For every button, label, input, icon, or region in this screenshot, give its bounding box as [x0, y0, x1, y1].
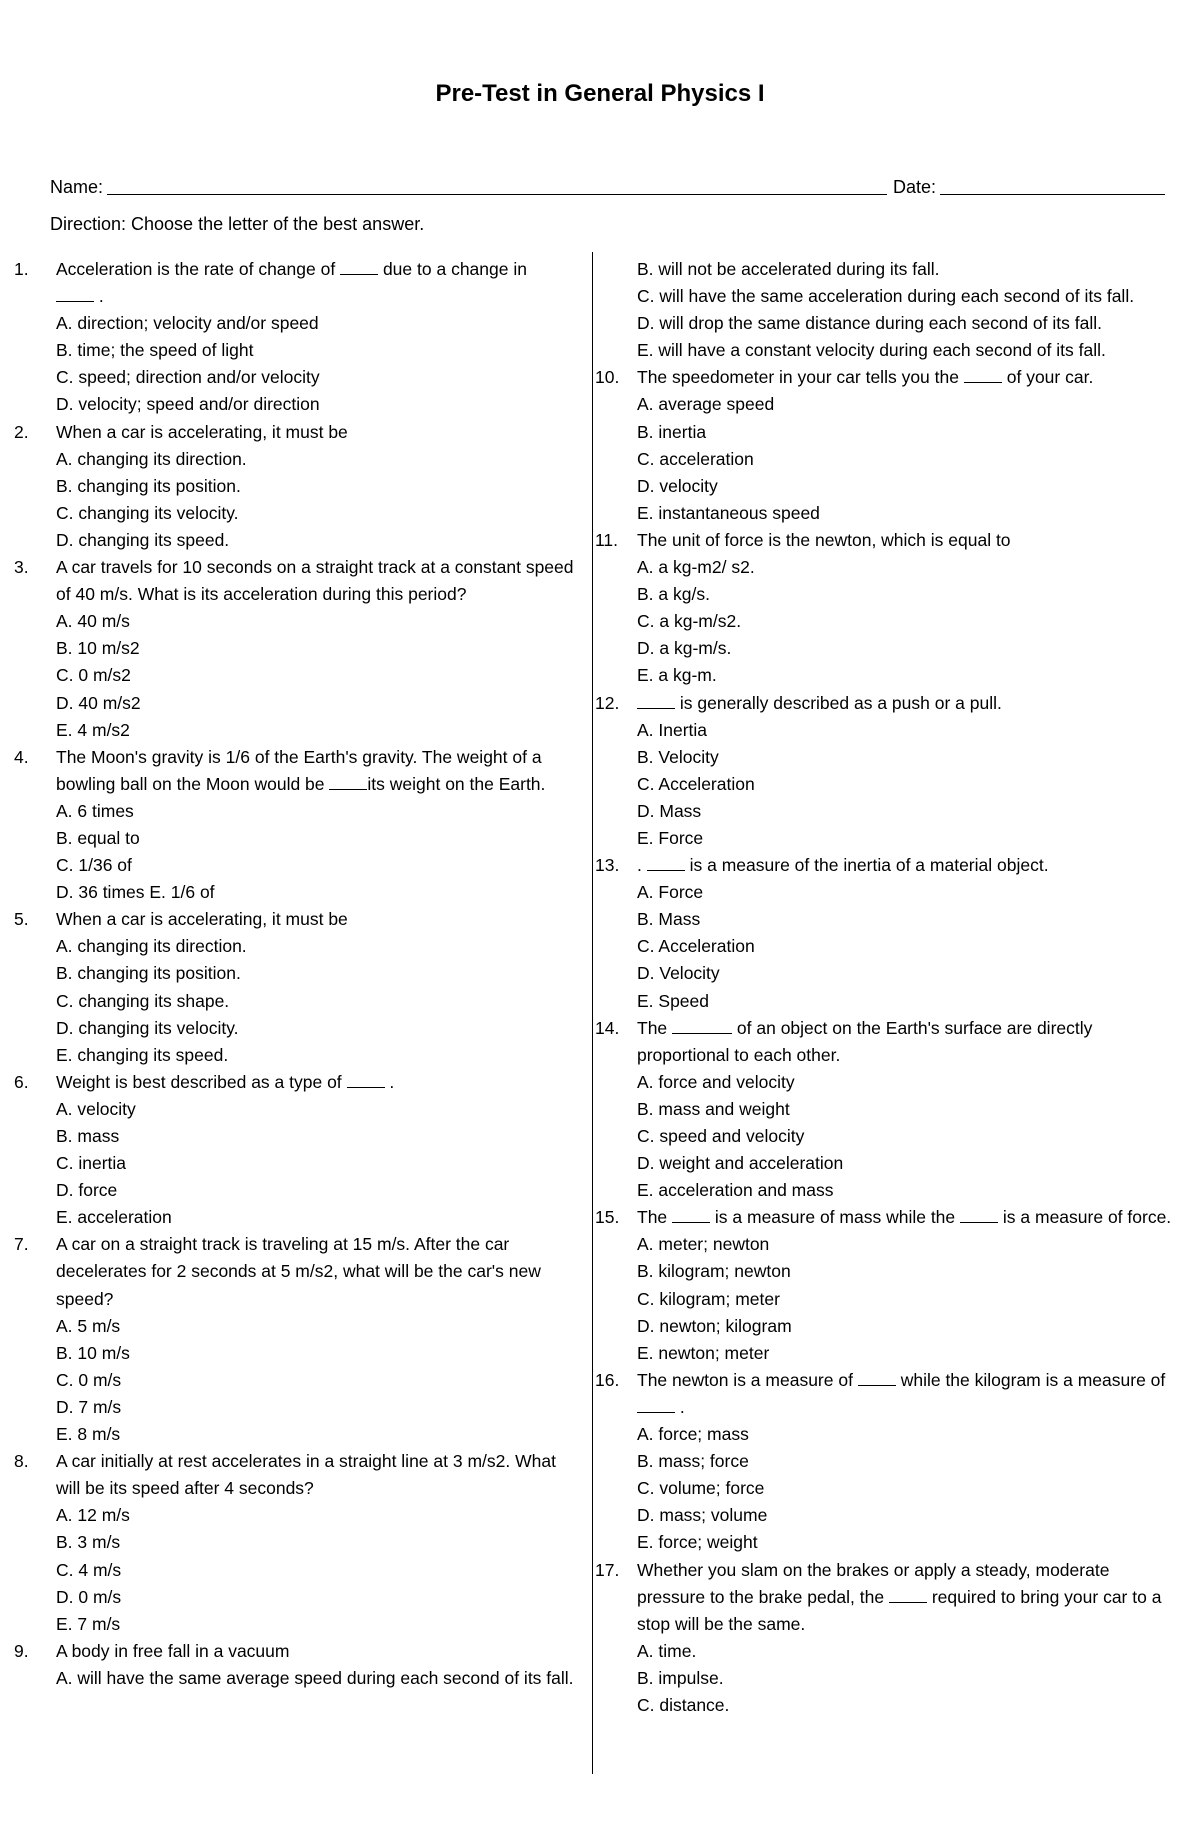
question-text: When a car is accelerating, it must be: [56, 421, 348, 442]
option: A. meter; newton: [637, 1234, 770, 1255]
question-8: [14, 1448, 584, 1502]
answer-blank: [647, 853, 685, 871]
question-number: 2.: [14, 421, 29, 442]
date-field[interactable]: [940, 176, 1165, 195]
question-13: [595, 852, 1175, 879]
option: B. Mass: [637, 909, 701, 930]
option: A. 5 m/s: [56, 1315, 121, 1336]
question-7: [14, 1231, 584, 1312]
option: A. time.: [637, 1640, 697, 1661]
option: C. will have the same acceleration during each second of its fall.: [637, 286, 1135, 307]
option: D. mass; volume: [637, 1505, 768, 1526]
option: B. mass: [56, 1126, 120, 1146]
question-number: 14.: [595, 1017, 620, 1038]
question-text: When a car is accelerating, it must be: [56, 909, 348, 930]
option: E. Force: [637, 827, 704, 848]
question-number: 5.: [14, 909, 29, 930]
option: A. 6 times: [56, 800, 134, 821]
question-17: [595, 1557, 1175, 1638]
option: A. force and velocity: [637, 1071, 795, 1092]
question-number: 16.: [595, 1369, 620, 1390]
question-number: 8.: [14, 1451, 29, 1472]
option: B. a kg/s.: [637, 584, 710, 605]
option: B. equal to: [56, 827, 140, 848]
question-4: [14, 744, 584, 798]
option: A. changing its direction.: [56, 936, 247, 957]
question-text: A body in free fall in a vacuum: [56, 1640, 290, 1661]
answer-blank: [858, 1368, 896, 1386]
question-number: 9.: [14, 1640, 29, 1661]
option: A. changing its direction.: [56, 448, 247, 469]
option: A. will have the same average speed during each second of its fall.: [56, 1667, 574, 1688]
question-number: 11.: [595, 529, 619, 550]
option: C. speed and velocity: [637, 1126, 805, 1146]
option: B. inertia: [637, 421, 707, 442]
option: E. changing its speed.: [56, 1044, 229, 1065]
question-text: Acceleration is the rate of change of due to a change in .: [56, 259, 527, 307]
question-text: A car travels for 10 seconds on a straight track at a constant speed of 40 m/s. What is its acceleration during this period?: [56, 557, 574, 605]
question-6: [14, 1069, 584, 1096]
option: D. Velocity: [637, 963, 720, 984]
answer-blank: [340, 257, 378, 275]
question-text: is generally described as a push or a pull.: [637, 690, 1175, 717]
option: D. a kg-m/s.: [637, 638, 732, 659]
question-number: 15.: [595, 1207, 620, 1228]
answer-blank: [960, 1205, 998, 1223]
question-3: [14, 554, 584, 608]
question-text: A car on a straight track is traveling at 15 m/s. After the car decelerates for 2 seconds at 5 m/s2, what will be the car's new speed?: [56, 1234, 541, 1309]
option: A. force; mass: [637, 1424, 749, 1445]
answer-blank: [964, 365, 1002, 383]
question-text: Whether you slam on the brakes or apply a steady, moderate pressure to the brake pedal, the required to bring your car to a stop will be the same.: [637, 1559, 1162, 1634]
name-label: Name:: [50, 177, 104, 197]
option: B. changing its position.: [56, 963, 241, 984]
option: A. Inertia: [637, 719, 708, 740]
question-number: 10.: [595, 367, 620, 388]
option: B. will not be accelerated during its fall.: [637, 259, 940, 279]
option: C. 1/36 of: [56, 855, 132, 876]
option: D. will drop the same distance during each second of its fall.: [637, 313, 1102, 334]
option: B. time; the speed of light: [56, 340, 254, 361]
option: E. 8 m/s: [56, 1424, 121, 1445]
question-text: Weight is best described as a type of .: [56, 1071, 395, 1092]
left-column: [14, 256, 584, 1692]
option: E. 7 m/s: [56, 1613, 121, 1634]
question-14: [595, 1015, 1175, 1069]
option: E. will have a constant velocity during each second of its fall.: [637, 340, 1106, 361]
option: D. velocity; speed and/or direction: [56, 394, 320, 415]
answer-blank: [329, 772, 367, 790]
option: C. 0 m/s: [56, 1369, 122, 1390]
option: C. 4 m/s: [56, 1559, 122, 1580]
option: A. Force: [637, 882, 704, 903]
question-text: The unit of force is the newton, which is equal to: [637, 529, 1011, 550]
option: A. 12 m/s: [56, 1505, 130, 1526]
answer-blank: [889, 1585, 927, 1603]
option: E. Speed: [637, 990, 709, 1011]
question-number: 3.: [14, 557, 29, 578]
name-date-row: [50, 172, 1165, 198]
option: D. 36 times E. 1/6 of: [56, 882, 215, 903]
answer-blank: [347, 1070, 385, 1088]
question-text: The is a measure of mass while the is a measure of force.: [637, 1207, 1172, 1228]
option: C. Acceleration: [637, 936, 755, 957]
option: E. force; weight: [637, 1532, 758, 1553]
question-number: 17.: [595, 1559, 620, 1580]
question-15: [595, 1204, 1175, 1231]
direction-text: Direction: Choose the letter of the best answer.: [50, 214, 425, 234]
option: D. changing its velocity.: [56, 1017, 239, 1038]
option: A. average speed: [637, 394, 775, 415]
question-number: 12.: [595, 692, 620, 713]
option: C. Acceleration: [637, 773, 755, 794]
answer-blank: [672, 1016, 732, 1034]
option: C. acceleration: [637, 448, 754, 469]
column-divider: [592, 252, 593, 1774]
page-title: Pre-Test in General Physics I: [435, 80, 765, 107]
option: B. changing its position.: [56, 475, 241, 496]
option: A. direction; velocity and/or speed: [56, 313, 319, 334]
option: C. changing its velocity.: [56, 502, 239, 523]
option: C. distance.: [637, 1694, 730, 1715]
question-text: The Moon's gravity is 1/6 of the Earth's gravity. The weight of a bowling ball on the Moon would be its weight on the Earth.: [56, 746, 546, 794]
option: A. 40 m/s: [56, 611, 130, 632]
question-number: 4.: [14, 746, 29, 767]
question-text: The newton is a measure of while the kilogram is a measure of .: [637, 1369, 1166, 1417]
option: B. impulse.: [637, 1667, 724, 1688]
option: B. mass and weight: [637, 1098, 790, 1119]
option: C. 0 m/s2: [56, 665, 131, 686]
option: D. force: [56, 1180, 118, 1201]
option: D. changing its speed.: [56, 529, 230, 550]
question-text: The of an object on the Earth's surface are directly proportional to each other.: [637, 1017, 1093, 1065]
question-number: 6.: [14, 1071, 29, 1092]
option: E. newton; meter: [637, 1342, 770, 1363]
question-text: The speedometer in your car tells you the of your car.: [637, 367, 1094, 388]
question-text: . is a measure of the inertia of a material object.: [637, 855, 1049, 876]
option: A. velocity: [56, 1098, 136, 1119]
question-number: 1.: [14, 259, 29, 279]
question-number: 7.: [14, 1234, 29, 1255]
option: B. mass; force: [637, 1451, 749, 1472]
name-field[interactable]: [107, 176, 887, 195]
right-column: [595, 256, 1175, 1719]
option: E. acceleration: [56, 1207, 172, 1228]
option: E. a kg-m.: [637, 665, 717, 686]
option: B. Velocity: [637, 746, 719, 767]
answer-blank: [56, 284, 94, 302]
option: B. 10 m/s2: [56, 638, 140, 659]
option: B. 3 m/s: [56, 1532, 121, 1553]
option: C. inertia: [56, 1153, 127, 1174]
option: E. acceleration and mass: [637, 1180, 834, 1201]
option: B. 10 m/s: [56, 1342, 130, 1363]
question-text: A car initially at rest accelerates in a straight line at 3 m/s2. What will be its speed after 4 seconds?: [56, 1451, 556, 1499]
option: B. kilogram; newton: [637, 1261, 791, 1282]
option: D. newton; kilogram: [637, 1315, 792, 1336]
question-10: [595, 364, 1175, 391]
question-16: [595, 1367, 1175, 1421]
date-label: Date:: [892, 177, 936, 197]
option: A. a kg-m2/ s2.: [637, 557, 755, 578]
question-number: 13.: [595, 855, 620, 876]
option: E. instantaneous speed: [637, 502, 820, 523]
question-2: [14, 419, 584, 446]
option: D. 40 m/s2: [56, 692, 141, 713]
answer-blank: [637, 1395, 675, 1413]
question-12: [595, 690, 1175, 717]
answer-blank: [637, 691, 675, 709]
answer-blank: [672, 1205, 710, 1223]
option: C. a kg-m/s2.: [637, 611, 742, 632]
option: C. kilogram; meter: [637, 1288, 780, 1309]
option: D. 0 m/s: [56, 1586, 122, 1607]
option: C. speed; direction and/or velocity: [56, 367, 320, 388]
option: C. volume; force: [637, 1478, 765, 1499]
option: D. weight and acceleration: [637, 1153, 844, 1174]
option: C. changing its shape.: [56, 990, 230, 1011]
option: D. 7 m/s: [56, 1396, 122, 1417]
question-9: [14, 1638, 584, 1665]
option: D. Mass: [637, 800, 702, 821]
option: E. 4 m/s2: [56, 719, 130, 740]
question-1: [14, 256, 584, 310]
question-5: [14, 906, 584, 933]
question-11: [595, 527, 1175, 554]
option: D. velocity: [637, 475, 718, 496]
